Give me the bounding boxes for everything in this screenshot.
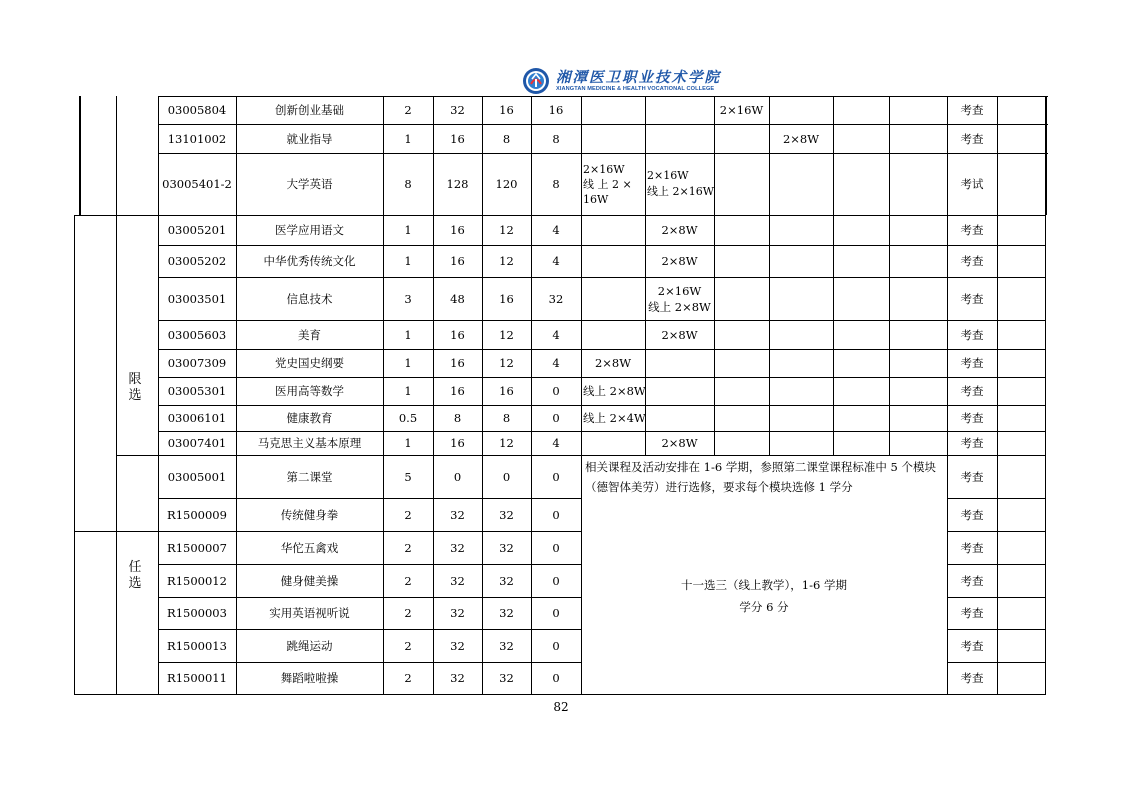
cell-practice: 4	[552, 223, 560, 237]
table-border-vertical	[833, 215, 834, 455]
cell-assess: 考查	[960, 327, 984, 342]
cell-name: 大学英语	[286, 177, 333, 191]
table-border-horizontal	[74, 694, 1046, 695]
cell-practice: 0	[552, 507, 560, 522]
table-border-vertical	[769, 215, 770, 455]
cell-assess: 考查	[960, 469, 984, 484]
cell-credit: 1	[404, 254, 412, 268]
cell-theory: 12	[499, 223, 514, 237]
cell-assess: 考查	[960, 671, 984, 685]
cell-assess: 考查	[960, 223, 984, 237]
school-name-cn: 湘潭医卫职业技术学院	[556, 68, 721, 86]
cell-code: 03006101	[167, 411, 227, 425]
cell-credit: 2	[404, 671, 412, 685]
cell-total: 128	[446, 177, 469, 191]
cell-total: 48	[450, 291, 465, 306]
cell-code: R1500003	[167, 606, 227, 620]
cell-semester-s1: 线上 2×4W	[583, 411, 646, 425]
table-border-vertical	[997, 215, 998, 694]
cell-credit: 2	[404, 606, 412, 620]
cell-total: 32	[450, 671, 465, 685]
cell-assess: 考查	[960, 573, 984, 588]
cell-name: 信息技术	[286, 291, 333, 306]
cell-credit: 3	[404, 291, 412, 306]
cell-theory: 16	[499, 384, 514, 398]
cell-practice: 0	[552, 469, 560, 484]
cell-name: 党史国史纲要	[275, 356, 344, 370]
cell-semester-s3: 2×16W	[719, 103, 764, 117]
cell-total: 16	[450, 327, 465, 342]
cell-total: 16	[450, 131, 465, 146]
page-number: 82	[553, 700, 569, 714]
cell-code: 03005202	[167, 254, 227, 268]
cell-assess: 考查	[960, 507, 984, 522]
cell-credit: 1	[404, 356, 412, 370]
cell-name: 医用高等数学	[275, 384, 344, 398]
cell-name: 健康教育	[286, 411, 333, 425]
cell-total: 32	[450, 507, 465, 522]
cell-theory: 8	[502, 131, 511, 146]
cell-practice: 0	[552, 411, 560, 425]
cell-credit: 1	[404, 131, 412, 146]
cell-semester-s2: 2×16W 线上 2×8W	[648, 283, 711, 314]
cell-semester-s1: 2×16W 线 上 2 × 16W	[583, 162, 632, 206]
cell-practice: 16	[548, 103, 564, 117]
cell-total: 16	[450, 356, 465, 370]
cell-theory: 32	[499, 671, 514, 685]
cell-theory: 12	[499, 356, 514, 370]
cell-total: 8	[453, 411, 462, 425]
cell-credit: 1	[404, 436, 412, 450]
table-border-vertical	[714, 215, 715, 455]
cell-theory: 12	[499, 327, 514, 342]
cell-semester-s4: 2×8W	[782, 131, 820, 146]
table-border-vertical	[889, 96, 890, 215]
optional-merged-note: 十一选三（线上教学），1-6 学期 学分 6 分	[681, 578, 847, 614]
cell-practice: 0	[552, 384, 560, 398]
table-border-vertical	[79, 96, 81, 215]
cell-theory: 12	[499, 436, 514, 450]
cell-name: 跳绳运动	[286, 638, 333, 653]
cell-assess: 考查	[960, 606, 984, 620]
cell-assess: 考查	[960, 384, 984, 398]
cell-credit: 0.5	[398, 411, 418, 425]
cell-credit: 2	[404, 103, 412, 117]
cell-name: 创新创业基础	[275, 103, 344, 117]
cell-credit: 2	[404, 573, 412, 588]
college-emblem-icon	[522, 67, 550, 95]
cell-name: 医学应用语文	[275, 223, 344, 237]
cell-code: 13101002	[167, 131, 227, 146]
cell-assess: 考试	[960, 177, 984, 191]
college-logo	[522, 66, 721, 96]
cell-assess: 考查	[960, 254, 984, 268]
cell-theory: 32	[499, 638, 514, 653]
cell-total: 0	[453, 469, 462, 484]
cell-assess: 考查	[960, 540, 984, 555]
second-class-note: 相关课程及活动安排在 1-6 学期，参照第二课堂课程标准中 5 个模块（德智体美劳）进行选修，要求每个模块选修 1 学分	[585, 459, 936, 494]
cell-practice: 8	[552, 177, 560, 191]
cell-semester-s1: 2×8W	[594, 356, 632, 370]
cell-code: 03005401-2	[162, 177, 232, 191]
school-name-en: XIANGTAN MEDICINE & HEALTH VOCATIONAL COLLEGE	[556, 85, 715, 92]
cell-total: 32	[450, 573, 465, 588]
cell-credit: 1	[404, 223, 412, 237]
cell-theory: 8	[502, 411, 511, 425]
cell-name: 健身健美操	[280, 573, 339, 588]
cell-theory: 32	[499, 606, 514, 620]
cell-code: R1500013	[167, 638, 227, 653]
cell-total: 32	[450, 606, 465, 620]
cell-credit: 2	[404, 638, 412, 653]
cell-theory: 16	[499, 291, 514, 306]
cell-code: R1500007	[167, 540, 227, 555]
cell-code: R1500009	[167, 507, 227, 522]
cell-theory: 12	[499, 254, 514, 268]
cell-semester-s2: 2×16W 线上 2×16W	[647, 169, 715, 198]
cell-total: 32	[450, 638, 465, 653]
cell-practice: 8	[552, 131, 560, 146]
cell-practice: 4	[552, 436, 560, 450]
cell-theory: 0	[502, 469, 511, 484]
cell-practice: 0	[552, 540, 560, 555]
cell-credit: 5	[404, 469, 412, 484]
table-border-vertical	[1045, 215, 1046, 694]
cell-name: 中华优秀传统文化	[263, 254, 356, 268]
table-border-vertical	[74, 215, 75, 694]
cell-code: 03005603	[167, 327, 227, 342]
cell-name: 传统健身拳	[280, 507, 339, 522]
cell-practice: 4	[552, 254, 560, 268]
cell-code: 03005201	[167, 223, 227, 237]
table-border-vertical	[833, 96, 834, 215]
cell-total: 16	[450, 223, 465, 237]
cell-code: 03007309	[167, 356, 227, 370]
cell-semester-s2: 2×8W	[661, 327, 698, 342]
cell-practice: 0	[552, 573, 560, 588]
cell-code: R1500011	[167, 671, 227, 685]
cell-name: 第二课堂	[286, 469, 333, 484]
cell-name: 就业指导	[286, 131, 333, 146]
cell-total: 16	[450, 436, 465, 450]
cell-code: R1500012	[167, 573, 227, 588]
cell-credit: 1	[404, 384, 412, 398]
cell-assess: 考查	[960, 411, 984, 425]
cell-name: 舞蹈啦啦操	[280, 671, 339, 685]
cell-credit: 2	[404, 540, 412, 555]
cell-name: 美育	[298, 327, 321, 342]
table-border-vertical	[1045, 96, 1047, 215]
cell-total: 16	[450, 384, 465, 398]
cell-theory: 120	[495, 177, 518, 191]
cell-code: 03003501	[167, 291, 227, 306]
cell-code: 03005001	[167, 469, 227, 484]
cell-assess: 考查	[960, 131, 984, 146]
cell-total: 16	[450, 254, 465, 268]
table-border-vertical	[116, 96, 117, 215]
cell-practice: 32	[548, 291, 564, 306]
cell-code: 03007401	[167, 436, 227, 450]
cell-code: 03005804	[167, 103, 227, 117]
cell-semester-s1: 线上 2×8W	[583, 384, 646, 398]
category-optional: 任 选	[128, 560, 146, 591]
cell-assess: 考查	[960, 638, 984, 653]
cell-theory: 32	[499, 540, 514, 555]
cell-total: 32	[450, 540, 465, 555]
cell-name: 马克思主义基本原理	[257, 436, 362, 450]
cell-credit: 8	[404, 177, 412, 191]
cell-total: 32	[450, 103, 465, 117]
cell-semester-s2: 2×8W	[661, 436, 698, 450]
cell-name: 实用英语视听说	[269, 606, 350, 620]
table-border-vertical	[889, 215, 890, 455]
cell-code: 03005301	[167, 384, 227, 398]
cell-assess: 考查	[960, 103, 984, 117]
cell-assess: 考查	[960, 291, 984, 306]
cell-credit: 2	[404, 507, 412, 522]
cell-assess: 考查	[960, 436, 984, 450]
cell-theory: 32	[499, 507, 514, 522]
cell-practice: 4	[552, 356, 560, 370]
cell-practice: 0	[552, 638, 560, 653]
cell-assess: 考查	[960, 356, 984, 370]
cell-practice: 0	[552, 606, 560, 620]
cell-theory: 32	[499, 573, 514, 588]
cell-semester-s2: 2×8W	[661, 254, 698, 268]
cell-credit: 1	[404, 327, 412, 342]
cell-practice: 4	[552, 327, 560, 342]
table-border-vertical	[769, 96, 770, 215]
cell-theory: 16	[499, 103, 514, 117]
cell-name: 华佗五禽戏	[280, 540, 339, 555]
category-limited: 限 选	[128, 371, 146, 403]
table-border-vertical	[997, 96, 998, 215]
cell-semester-s2: 2×8W	[661, 223, 698, 237]
cell-practice: 0	[552, 671, 560, 685]
